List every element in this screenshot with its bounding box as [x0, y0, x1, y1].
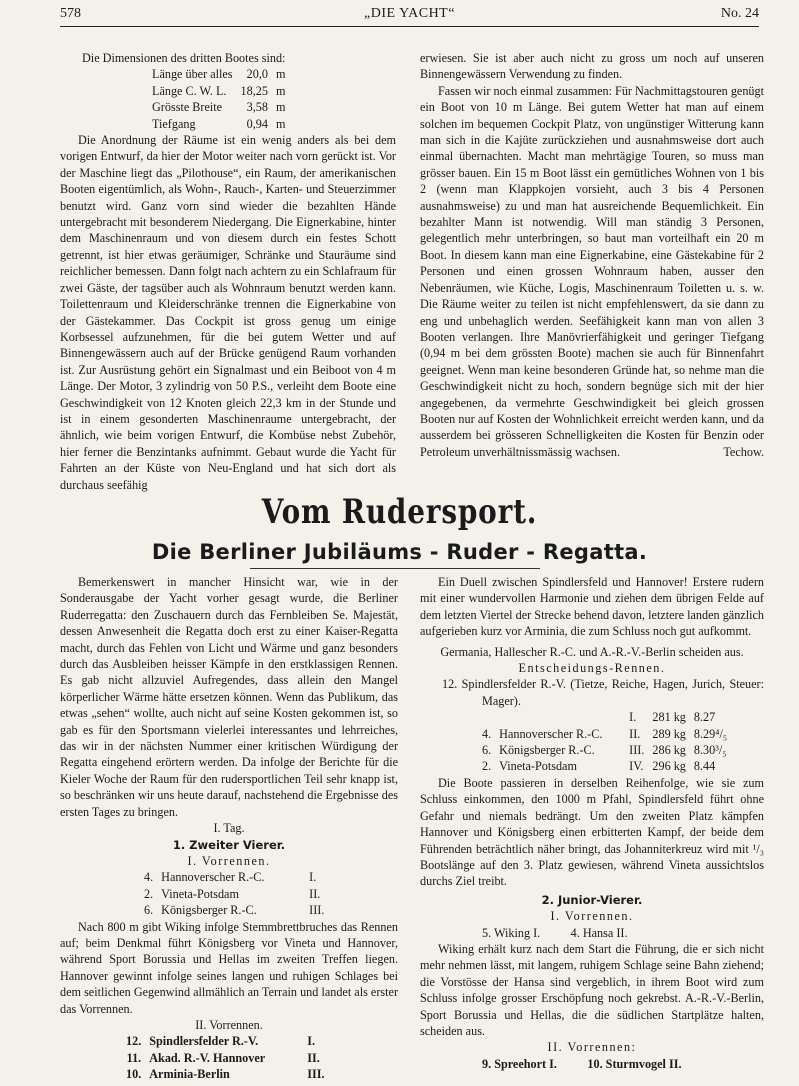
- final-winner-line: 12. Spindlersfelder R.-V. (Tietze, Reiche, Hagen, Jurich, Steuer: Mager).: [442, 677, 764, 708]
- results-table: [140, 869, 328, 918]
- heat-heading: I. Vorrennen.: [550, 909, 634, 924]
- eliminated-note: Germania, Hallescher R.-C. und A.-R.-V.-Berlin scheiden aus.: [440, 644, 744, 659]
- final-results-table: [478, 709, 731, 775]
- right-column-top: [420, 50, 764, 461]
- running-header: [60, 6, 759, 28]
- table-row: Tiefgang 0,94 m: [152, 116, 286, 131]
- results-table: [122, 1033, 329, 1082]
- table-row: 12. Spindlersfelder R.-V. I.: [126, 1034, 316, 1049]
- heat-result-line: 9. Spreehort I. 10. Sturmvogel II.: [482, 1056, 682, 1071]
- day-heading: I. Tag.: [213, 821, 245, 836]
- paragraph: Die Anordnung der Räume ist ein wenig anders als bei dem vorigen Entwurf, da hier der Motor weiter nach vorn gerückt ist. Vor der Maschine liegt das „Pilothouse“, ein Raum, der amerikanischen Booten eigentümlich, als Wohn-, Rauch-, Karten- und Steuerzimmer benutzt wird. Ganz vorn sind wieder die bezahlten Hände untergebracht mit besonderem Niedergang. Die Eignerkabine, hinter dem Maschinenraum und von diesem durch ein festes Schott getrennt, ist hier etwas geräumiger, Schränke und Stauräume sind reichlicher bemessen. Dann folgt nach achtern zu ein Schlafraum für zwei Gäste, der tagsüber auch als Wohnraum benutzt werden kann. Toilettenraum und Kleiderschränke trennen die Eignerkabine von der Gästekammer. Das Cockpit ist gross genug um einige Korbsessel aufzunehmen, für die bei gutem Wetter und auf Binnengewässern auch auf der Brücke genügend Raum vorhanden ist. Zur Ausrüstung gehört ein Signalmast und ein Beiboot von 4 m Länge. Der Motor, 3 zylindrig von 50 P.S., verleiht dem Boote eine Geschwindigkeit von 12 Knoten gleich 22,3 km in der Stunde und ist in einem gesonderten Maschinenraume untergebracht, der ähnlich, wie beim vorigen Entwurf, die Kombüse nebst Zubehör, hier ferner die Benzintanks aufnimmt. Gebaut wurde die Yacht für Fahrten an der Küste von Neu-England und hat sich dort als durchaus seefähig: [60, 133, 396, 492]
- paragraph: Ein Duell zwischen Spindlersfeld und Hannover! Erstere rudern mit einer wundervollen Harmonie und ziehen dem übrigen Felde auf dem letzten Viertel der Strecke behend davon, letztere landen gänzlich aufgerieben kurz vor Arminia, die zum Schluss noch gut aufkommt.: [420, 575, 764, 639]
- heat-heading: I. Vorrennen.: [187, 853, 271, 868]
- final-heading: Entscheidungs-Rennen.: [518, 661, 666, 676]
- heat-heading: II. Vorrennen:: [547, 1040, 637, 1055]
- race-heading: 1. Zweiter Vierer.: [172, 837, 286, 852]
- page-number: 578: [60, 6, 81, 21]
- heat-result-line: 5. Wiking I. 4. Hansa II.: [482, 925, 628, 940]
- table-row: Länge über alles 20,0 m: [152, 67, 286, 82]
- table-row: Grösste Breite 3,58 m: [152, 100, 286, 115]
- table-row: I. 281 kg 8.27: [629, 710, 716, 725]
- header-rule: [60, 26, 759, 27]
- section-title: Vom Rudersport.: [261, 492, 538, 532]
- subtitle-rule: [250, 568, 540, 569]
- paragraph: Nach 800 m gibt Wiking infolge Stemmbrettbruches das Rennen auf; beim Denkmal führt Königsberg vor Vineta und Hannover, während Sport Borussia und Hellas im zweiten Treffen liegen. Hannover gewinnt infolge seines langen und ruhigen Schlages bei dem seitlichen Gegenwind allmählich an Terrain und landet als erster das Vorrennen.: [60, 919, 398, 1016]
- paragraph: Bemerkenswert in mancher Hinsicht war, wie in der Sonderausgabe der Yacht vorher gesagt wurde, die Berliner Ruderregatta: den Zuschauern durch das Fernbleiben Se. Majestät, dessen Anwesenheit die Regatta doch erst zu einer Kaiser-Regatta macht, durch das Fehlen von Licht und Wärme und ganz besonders durch das Ausbleiben heisser Kämpfe in den erstklassigen Rennen. Es gab nicht allzuviel Aufregendes, dass allein den Mangel körperlicher Wärme hätte ersetzen können. Wenn das Publikum, das etwas „sehen“ wollte, auch nicht auf seine Kosten gekommen ist, so gab es für den Sportsmann vielerlei interessantes und lehrreiches, das wir in der nächsten Nummer einer kritischen Würdigung der Regatta eingehend erörtern werden. Da infolge der Berichte für die Kieler Woche der Raum für den rudersportlichen Teil sehr knapp ist, so beschränken wir uns heute darauf, nachstehend die Ergebnisse des ersten Tages zu bringen.: [60, 575, 398, 819]
- heat-heading: II. Vorrennen.: [195, 1017, 263, 1032]
- paragraph: Die Boote passieren in derselben Reihenfolge, wie sie zum Schluss einkommen, den 1000 m Pfahl, Spindlersfeld führt ohne Gefahr und niemals bedrängt. Um den zweiten Platz kämpfen Hannover und Königsberg einen erbitterten Kampf, der beide dem Führenden beträchtlich näher bringt, das Johanniterkreuz wird mit ¹/₃ Bootslänge auf den 3. Platz gewiesen, während Vineta aussichtslos durchs Ziel treibt.: [420, 775, 764, 889]
- paragraph: Wiking erhält kurz nach dem Start die Führung, die er sich nicht mehr nehmen lässt, mit langem, ruhigem Schlage seine Bahn ziehend; die Vorstösse der Hansa sind vergeblich, in ihrem Boot wird zum Schluss infolge grosser Erschöpfung noch gekrebst. A.-R.-V.-Berlin, Sport Borussia und Hellas, die die südlichen Startplätze halten, scheiden aus.: [420, 941, 764, 1038]
- dims-intro: Die Dimensionen des dritten Bootes sind:: [82, 51, 286, 65]
- table-row: Länge C. W. L. 18,25 m: [152, 83, 286, 98]
- table-row: 6. Königsberger R.-C. III. 286 kg 8.30³/₅: [482, 743, 727, 758]
- table-row: 2. Vineta-Potsdam IV. 296 kg 8.44: [482, 759, 716, 774]
- paragraph: erwiesen. Sie ist aber auch nicht zu gross um noch auf unseren Binnengewässern Verwendung zu finden.: [420, 51, 764, 82]
- table-row: 2. Vineta-Potsdam II.: [144, 886, 321, 901]
- author-signature: Techow.: [723, 445, 764, 460]
- section-subtitle: Die Berliner Jubiläums - Ruder - Regatta.: [151, 540, 648, 564]
- table-row: 10. Arminia-Berlin III.: [126, 1067, 325, 1082]
- table-row: 6. Königsberger R.-C. III.: [144, 903, 325, 918]
- right-column-bottom: [420, 574, 764, 1072]
- race-heading: 2. Junior-Vierer.: [541, 892, 643, 907]
- journal-title: „DIE YACHT“: [364, 6, 455, 21]
- left-column-bottom: [60, 574, 398, 1083]
- left-column-top: [60, 50, 396, 493]
- table-row: 4. Hannoverscher R.-C. I.: [144, 870, 317, 885]
- paragraph: Fassen wir noch einmal zusammen: Für Nachmittagstouren genügt ein Boot von 10 m Länge. Bei gutem Wetter hat man auf einem solchen im bequemen Cockpit Platz, von ungünstiger Witterung kann man sich in die Kajüte zurückziehen und ausnahmsweise dort auch einmal übernachten. Macht man mehrtägige Touren, so muss man grösser bauen. Ein 15 m Boot lässt ein gemütliches Wohnen von 1 bis 2 (wenn man Klappkojen vorsieht, auch 3 bis 4 Personen ausnahmsweise) zu und man hat ausreichende Bequemlichkeit. Ein bezahlter Mann ist notwendig. Will man ständig 3 Personen, gelegentlich mehr unterbringen, so baut man vorteilhaft ein 20 m Boot. In diesem kann man eine Eignerkabine, eine Gästekabine für 2 Personen und einen grossen Wohnraum haben, ausser den Nebenräumen, wie Küche, Logis, Maschinenraum Toiletten u. s. w. Die Räume weiter zu teilen ist nicht empfehlenswert, da sie dann zu eng und unbehaglich werden. Seefähigkeit kann man von allen 3 Booten verlangen. Ihre Manövrierfähigkeit und geringer Tiefgang (0,94 m bei dem grössten Boote) machen sie auch für Binnenfahrt geeignet. Wenn man keine besonderen Gründe hat, so nehme man die Geschwindigkeit nicht zu hoch, sondern begnüge sich mit der hier angegebenen, da vermehrte Geschwindigkeit bei gleich grossen Booten nur auf Kosten der Wohnlichkeit erreicht werden kann, und da ausserdem bei grösseren Schnelligkeiten die Kosten für Benzin oder Petroleum unverhältnissmässig wachsen.: [420, 83, 764, 459]
- table-row: 4. Hannoverscher R.-C. II. 289 kg 8.29⁴/₅: [482, 726, 728, 741]
- table-row: 11. Akad. R.-V. Hannover II.: [126, 1050, 320, 1065]
- dimensions-table: [148, 66, 289, 132]
- issue-number: No. 24: [720, 6, 759, 21]
